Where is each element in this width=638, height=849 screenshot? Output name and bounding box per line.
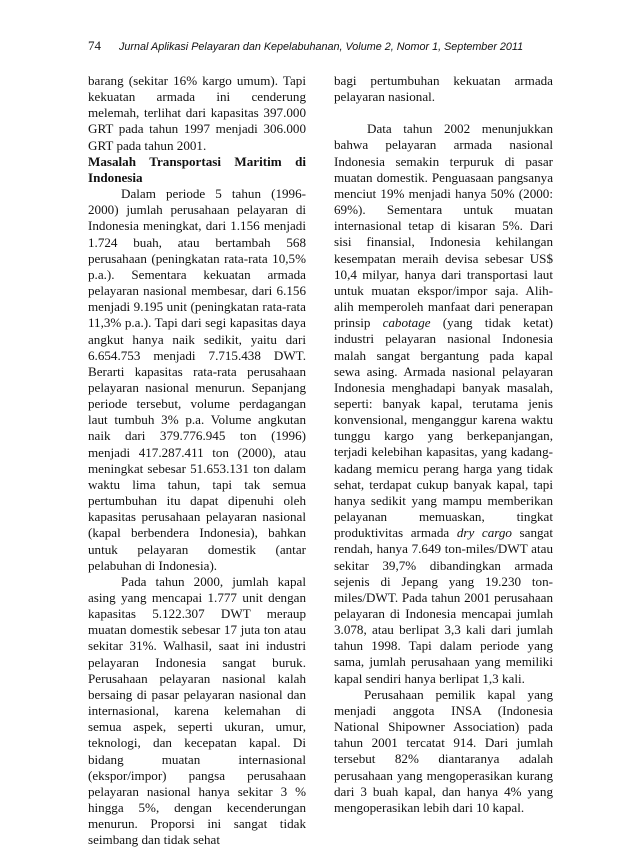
left-column	[88, 73, 306, 849]
section-heading: Masalah Transportasi Maritim di Indonesia	[88, 153, 306, 185]
right-column	[334, 73, 553, 816]
running-header	[88, 38, 558, 56]
paragraph: Pada tahun 2000, jumlah kapal asing yang mencapai 1.777 unit dengan kapasitas 5.122.307 DWT meraup muatan domestik sebesar 17 juta ton atau sekitar 31%. Walhasil, saat ini industri pelayaran Indonesia sangat buruk. Perusahaan pelayaran nasional kalah bersaing di pasar pelayaran nasional dan internasional, karena kelemahan di semua aspek, seperti ukuran, umur, teknologi, dan kecepatan kapal. Di bidang muatan internasional (ekspor/impor) pangsa perusahaan pelayaran nasional hanya sekitar 3 % hingga 5%, dengan kecenderungan menurun. Proporsi ini sangat tidak seimbang dan tidak sehat	[88, 573, 306, 848]
paragraph: Dalam periode 5 tahun (1996-2000) jumlah perusahaan pelayaran di Indonesia meningkat, dari 1.156 menjadi 1.724 buah, atau bertambah 568 perusahaan (peningkatan rata-rata 10,5% p.a.). Sementara kekuatan armada pelayaran nasional membesar, dari 6.156 menjadi 9.195 unit (peningkatan rata-rata 11,3% p.a.). Tapi dari segi kapasitas daya angkut hanya naik sedikit, yaitu dari 6.654.753 menjadi 7.715.438 DWT. Berarti kapasitas rata-rata perusahaan pelayaran nasional menurun. Sepanjang periode tersebut, volume perdagangan laut tumbuh 3% p.a. Volume angkutan naik dari 379.776.945 ton (1996) menjadi 417.287.411 ton (2000), atau meningkat sebesar 51.653.131 ton dalam waktu lima tahun, tapi tak semua pertumbuhan itu dapat dipenuhi oleh kapasitas perusahaan pelayaran nasional (kapal berbendera Indonesia), bahkan untuk pelayaran domestik (antar pelabuhan di Indonesia).	[88, 186, 306, 573]
journal-title: Jurnal Aplikasi Pelayaran dan Kepelabuhanan, Volume 2, Nomor 1, September 2011	[119, 41, 524, 53]
paragraph-gap	[334, 105, 553, 121]
italic-term: cabotage	[382, 315, 431, 331]
text-run: sangat rendah, hanya 7.649 ton-miles/DWT atau sekitar 39,7% dibandingkan armada sejenis di Jepang yang 19.230 ton-miles/DWT. Pada tahun 2001 perusahaan pelayaran di Indonesia mencapai jumlah 3.078, atau berlipat 3,3 kali dari jumlah tahun 1998. Tapi dalam periode yang sama, jumlah perusahaan yang memiliki kapal sendiri hanya berlipat 1,3 kali.	[334, 525, 553, 686]
italic-term: dry cargo	[456, 525, 512, 541]
page-number: 74	[88, 38, 101, 53]
paragraph: barang (sekitar 16% kargo umum). Tapi kekuatan armada ini cenderung melemah, terlihat dari kapasitas 397.000 GRT pada tahun 1997 menjadi 306.000 GRT pada tahun 2001.	[88, 73, 306, 153]
text-run: (yang tidak ketat) industri pelayaran nasional Indonesia malah sangat bergantung pada kapal sewa asing. Armada nasional pelayaran Indonesia menghadapi banyak masalah, seperti: banyak kapal, terutama jenis konvensional, menganggur karena waktu tunggu kargo yang berkepanjangan, terjadi kelebihan kapasitas, yang kadang-kadang memicu perang harga yang tidak sehat, terdapat cukup banyak kapal, tapi hanya sedikit yang mampu memberikan pelayanan memuaskan, tingkat produktivitas armada	[334, 315, 553, 541]
paragraph: Perusahaan pemilik kapal yang menjadi anggota INSA (Indonesia National Shipowner Association) pada tahun 2001 tercatat 914. Dari jumlah tersebut 82% diantaranya adalah perusahaan yang mengoperasikan kurang dari 3 buah kapal, dan hanya 4% yang mengoperasikan lebih dari 10 kapal.	[334, 686, 553, 815]
text-run: Data tahun 2002 menunjukkan bahwa pelayaran armada nasional Indonesia semakin terpuruk di pasar muatan domestik. Penguasaan pangsanya menciut 19% menjadi hanya 50% (2000: 69%). Sementara untuk muatan internasional tetap di kisaran 5%. Dari sisi finansial, Indonesia kehilangan kesempatan meraih devisa sebesar US$ 10,4 milyar, hanya dari transportasi laut untuk muatan ekspor/impor saja. Alih-alih memperoleh manfaat dari penerapan prinsip	[334, 121, 553, 331]
paragraph: bagi pertumbuhan kekuatan armada pelayaran nasional.	[334, 73, 553, 105]
paragraph	[334, 121, 553, 686]
